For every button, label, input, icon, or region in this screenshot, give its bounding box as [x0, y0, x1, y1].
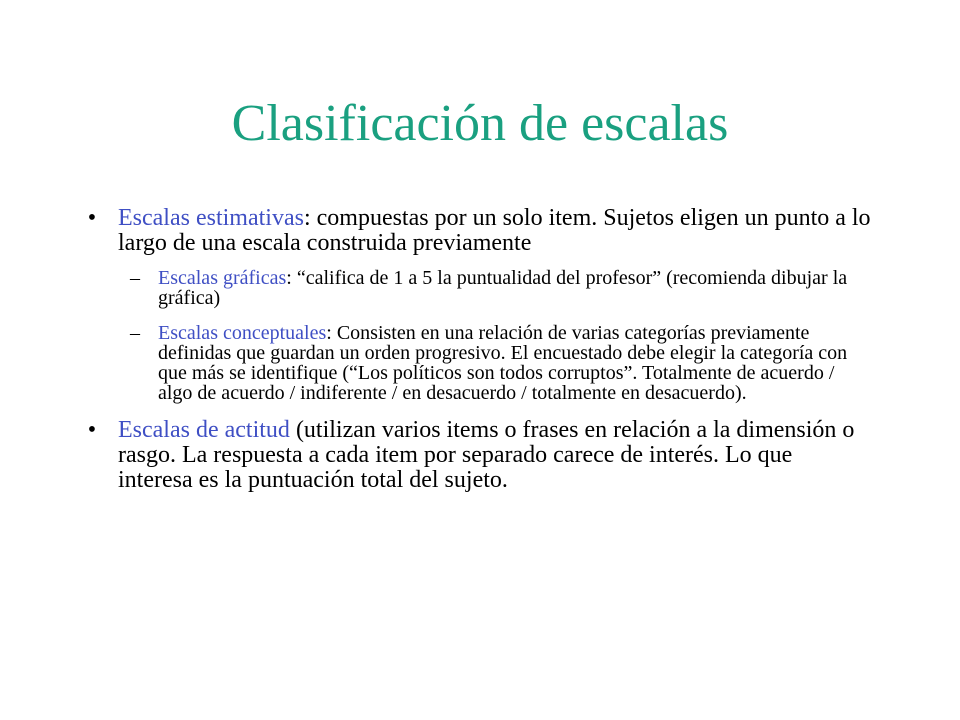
sub-bullet-term: Escalas gráficas: [158, 267, 287, 289]
sub-bullet-marker: –: [130, 267, 140, 289]
bullet-marker: •: [87, 417, 97, 443]
bullet-marker: •: [87, 205, 97, 231]
slide-title: Clasificación de escalas: [231, 95, 729, 152]
bullet-text: (utilizan varios items o frases en relación a la dimensión o rasgo. La respuesta a cada item por separado carece de interés. Lo que interesa es la puntuación total del sujeto.: [118, 417, 855, 493]
sub-bullet-text: : “califica de 1 a 5 la puntualidad del profesor” (recomienda dibujar la gráfica): [158, 267, 848, 309]
sub-bullet-text: : Consisten en una relación de varias categorías previamente definidas que guardan un orden progresivo. El encuestado debe elegir la categoría con que más se identifique (“Los políticos son todos corruptos”. Totalmente de acuerdo / algo de acuerdo / indiferente / en desacuerdo / totalmente en desacuerdo).: [158, 322, 848, 404]
bullet-term: Escalas estimativas: [118, 205, 304, 231]
sub-bullet-term: Escalas conceptuales: [158, 322, 327, 344]
sub-bullet-escalas-graficas: [82, 268, 872, 308]
sub-bullet-escalas-conceptuales: [82, 323, 872, 403]
slide-body: [82, 206, 872, 505]
bullet-text: : compuestas por un solo item. Sujetos eligen un punto a lo largo de una escala construida previamente: [118, 205, 871, 256]
sub-bullet-marker: –: [130, 322, 140, 344]
bullet-escalas-de-actitud: [82, 418, 872, 493]
bullet-escalas-estimativas: [82, 206, 872, 256]
bullet-term: Escalas de actitud: [118, 417, 290, 443]
sub-bullet-list: [82, 268, 872, 403]
